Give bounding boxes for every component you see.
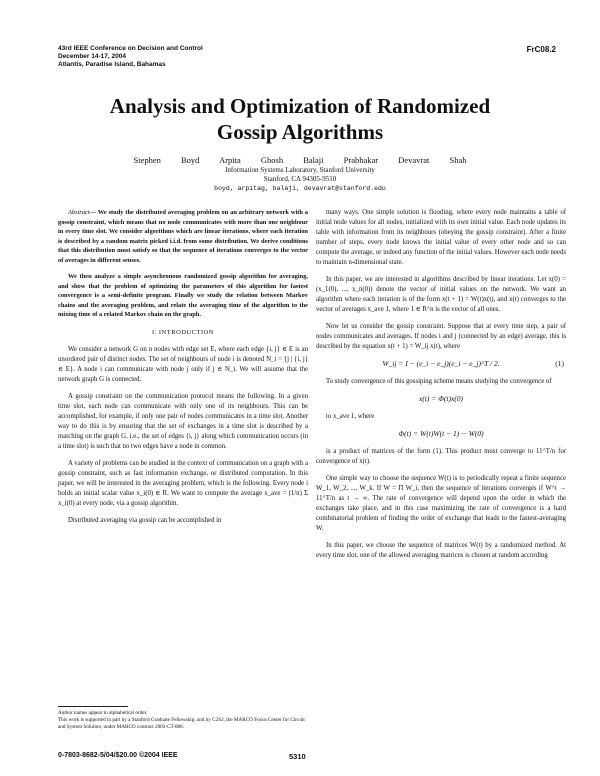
abstract-label: Abstract [68,209,90,216]
abstract-text-1: — We study the distributed averaging problem on an arbitrary network with a gossip constraint, which means that no node communicates with more than one neighbour in every time slot. We consider algorithms which are linear iterations, where each iteration is described by a random matrix picked i.i.d. from some distribution. We derive conditions that this distribution must satisfy so that the sequence of iterations converges to the vector of averages in different senses. [58,209,308,264]
right-paragraph-4: To study convergence of this gossiping scheme means studying the convergence of [326,378,552,385]
section-heading-introduction: I. INTRODUCTION [151,328,215,336]
right-paragraph-7: One simple way to choose the sequence W(t) is to periodically repeat a finite sequence W_1, W_2, ..., W_k. If W = Π W_i, then the sequence of iterations converges if W^t → 11^T/n as t → ∞. The rate of convergence will depend upon the order in which the exchanges take place, and in this case maximizing the rate of convergence is a hard combinatorial problem of finding the order of exchange that leads to the fastest-averaging W. [316,475,566,532]
footnote-line-1: Author names appear in alphabetical order. [58,710,148,716]
abstract-paragraph-2: We then analyze a simple asynchronous randomized gossip algorithm for averaging, and show that the problem of optimizing the parameters of this algorithm for fastest convergence is a semi-definite program. Finally we study the relation between Markov chains and the averaging problem, and relate the averaging time of the algorithm to the mixing time of a related Markov chain on the graph. [58,273,308,318]
conference-info [58,45,203,69]
right-paragraph-5: to x_ave 1, where [326,413,375,420]
right-paragraph-1: many ways. One simple solution is flooding, where every node maintains a table of initial node values for all nodes, initialized with its own initial value. Each node updates its table with information from its neighbours (obeying the gossip constraint). After a finite number of steps, every node knows the initial value of every other node and so can compute the average, or indeed any function of the initial values. However each node needs to maintain n-dimensional state. [316,209,566,266]
author-emails: boyd, arpitag, balaji, devavrat@stanford.edu [214,185,386,192]
equation-1-number: (1) [555,359,564,368]
right-paragraph-8: In this paper, we choose the sequence of matrices W(t) by a randomized method. At every time slot, one of the allowed averaging matrices is chosen at random according [316,542,566,559]
right-paragraph-6: is a product of matrices of the form (1). This product must converge to 11^T/n for convergence of x(t). [316,448,566,465]
isbn-copyright: 0-7803-8682-5/04/$20.00 ©2004 IEEE [58,752,178,759]
abstract-paragraph-1 [58,208,308,265]
page-number: 5310 [289,752,306,761]
right-paragraph-3: Now let us consider the gossip constraint. Suppose that at every time step, a pair of nodes communicates and averages. If nodes i and j (connected by an edge) average, this is described by the equation x(t + 1) = W_ij x(t), where [316,323,566,350]
paper-code: FrC08.2 [526,45,556,54]
intro-paragraph-2: A gossip constraint on the communication protocol means the following. In a given time slot, each node can communicate with only one of its neighbours. This can be accomplished, for example, if only one pair of nodes communicates in a time slot. Another way to do this is by ensuring that the set of exchanges in a time slot is described by a matching on the graph G, i.e., the set of edges {i, j} along which communication occurs (in a time slot) is such that no two edges have a node in common. [58,392,308,450]
intro-paragraph-4: Distributed averaging via gossip can be accomplished in [68,516,222,524]
intro-paragraph-1: We consider a network G on n nodes with edge set E, where each edge {i, j} ∈ E is an unordered pair of distinct nodes. The set of neighbours of node i is denoted N_i = {j | {i, j} ∈ E}. A node i can communicate with node j only if j ∈ N_i. We will assume that the network graph G is connected. [58,345,308,383]
right-column [316,208,566,568]
abstract [58,208,308,320]
left-column [58,208,308,533]
affiliation-lab: Information Systems Laboratory, Stanford University [225,166,375,174]
conference-dates: December 14-17, 2004 [58,53,126,60]
equation-2: x(t) = Φ(t)x(0) [418,394,464,403]
equation-1-body: W_ij = I − (e_i − e_j)(e_i − e_j)^T / 2. [382,359,500,368]
author-list: Stephen Boyd Arpita Ghosh Balaji Prabhakar Devavrat Shah [133,155,467,165]
intro-paragraph-3: A variety of problems can be studied in the context of communication on a graph with a gossip constraint, such as fast information exchange, or distributed computation. In this paper, we will be interested in the averaging problem, which is the following. Every node i holds an initial scalar value x_i(0) ∈ R. We want to compute the average x_ave = (1/n) Σ x_i(0) at every node, via a gossip algorithm. [58,459,308,507]
footnote-line-2: This work is supported in part by a Stanford Graduate Fellowship, and by C2S2, the MARCO Focus Center for Circuit and System Solution, under MARCO contract 2003-CT-888. [58,717,305,730]
conference-location: Atlantis, Paradise Island, Bahamas [58,61,166,68]
title-line-1: Analysis and Optimization of Randomized [109,94,491,118]
equation-3: Φ(t) = W(t)W(t − 1) ··· W(0) [398,429,484,438]
conference-name: 43rd IEEE Conference on Decision and Control [58,45,203,52]
paper-title [40,93,560,145]
title-line-2: Gossip Algorithms [216,120,384,144]
affiliation [40,166,560,184]
footnote [58,706,308,731]
equation-1 [316,359,566,369]
footnote-rule [58,706,128,707]
right-paragraph-2: In this paper, we are interested in algorithms described by linear iterations. Let x(0) = (x_1(0), ..., x_n(0)) denote the vector of initial values on the network. We want an algorithm where each iteration is of the form x(t + 1) = W(t)x(t), and x(t) converges to the vector of averages x_ave 1, where 1 ∈ R^n is the vector of all ones. [316,276,566,313]
affiliation-address: Stanford, CA 94305-9510 [263,175,337,183]
